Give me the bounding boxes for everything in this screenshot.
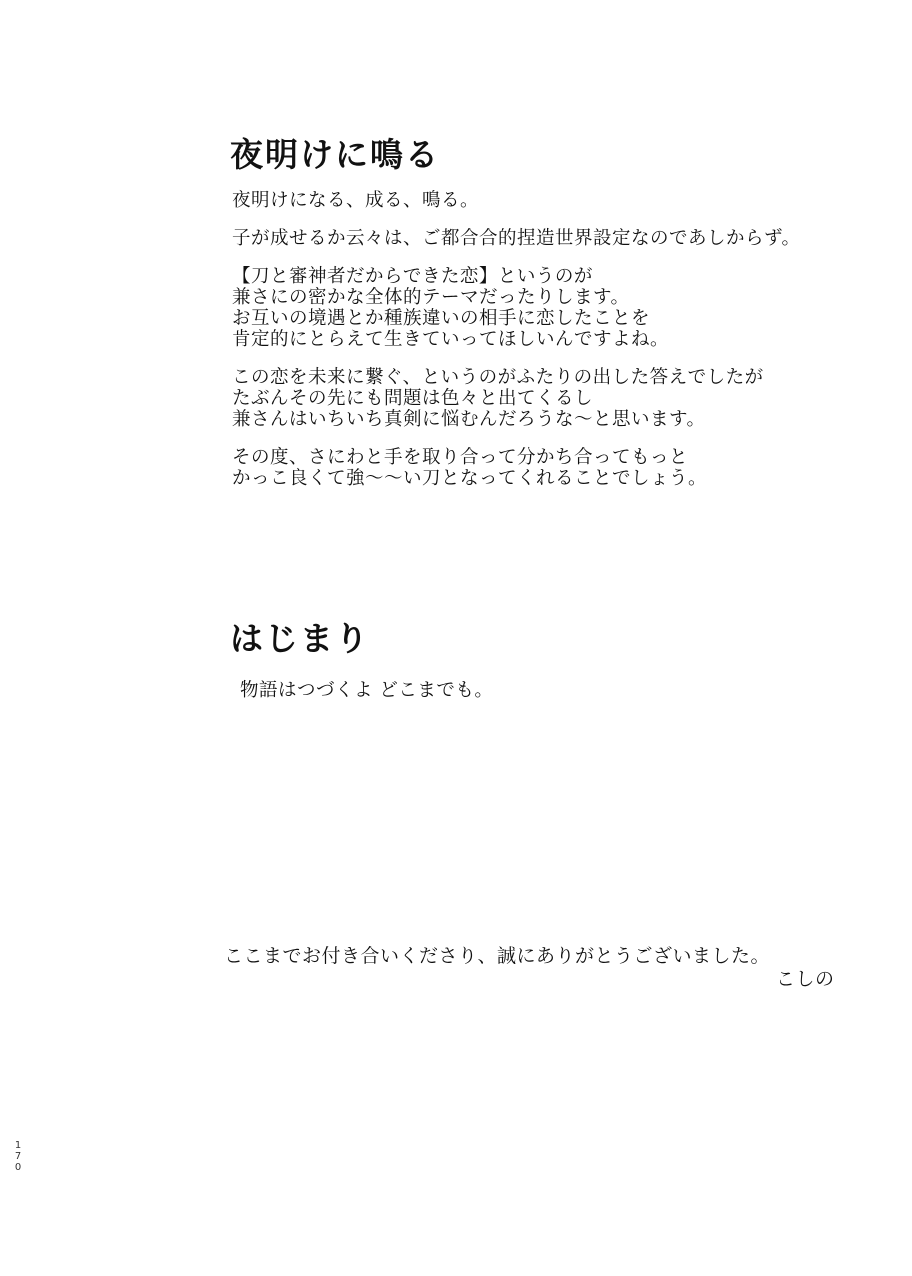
page-number-digit: 1 (14, 1140, 22, 1151)
text-line: 兼さんはいちいち真剣に悩むんだろうな～と思います。 (232, 409, 706, 430)
author-signature: こしの (776, 968, 835, 990)
text-line: お互いの境遇とか種族違いの相手に恋したことを (232, 308, 651, 329)
paragraph-4 (232, 367, 852, 430)
text-line: たぶんその先にも問題は色々と出てくるし (232, 388, 594, 409)
page-number-digit: 0 (14, 1162, 22, 1173)
section-body-hajimari: 物語はつづくよ どこまでも。 (240, 680, 494, 701)
text-line: 子が成せるか云々は、ご都合合的捏造世界設定なのであしからず。 (232, 228, 801, 249)
paragraph-1 (232, 190, 852, 211)
paragraph-3 (232, 266, 852, 350)
section-title-yoake: 夜明けに鳴る (230, 135, 440, 174)
text-line: 兼さにの密かな全体的テーマだったりします。 (232, 287, 630, 308)
text-line: 【刀と審神者だからできた恋】というのが (232, 266, 593, 287)
paragraph-2 (232, 228, 852, 249)
text-line: その度、さにわと手を取り合って分かち合ってもっと (232, 447, 689, 468)
section-title-hajimari: はじまり (230, 619, 370, 658)
page-number-digit: 7 (14, 1151, 22, 1162)
paragraph-5 (232, 447, 852, 489)
page-number (12, 1140, 24, 1173)
text-line: 肯定的にとらえて生きていってほしいんですよね。 (232, 329, 670, 350)
text-line: 夜明けになる、成る、鳴る。 (232, 190, 480, 211)
section-body-yoake (232, 190, 852, 506)
closing-message: ここまでお付き合いくださり、誠にありがとうございました。 (224, 945, 771, 967)
text-line: かっこ良くて強～～い刀となってくれることでしょう。 (232, 468, 708, 489)
text-line: この恋を未来に繋ぐ、というのがふたりの出した答えでしたが (232, 367, 764, 388)
